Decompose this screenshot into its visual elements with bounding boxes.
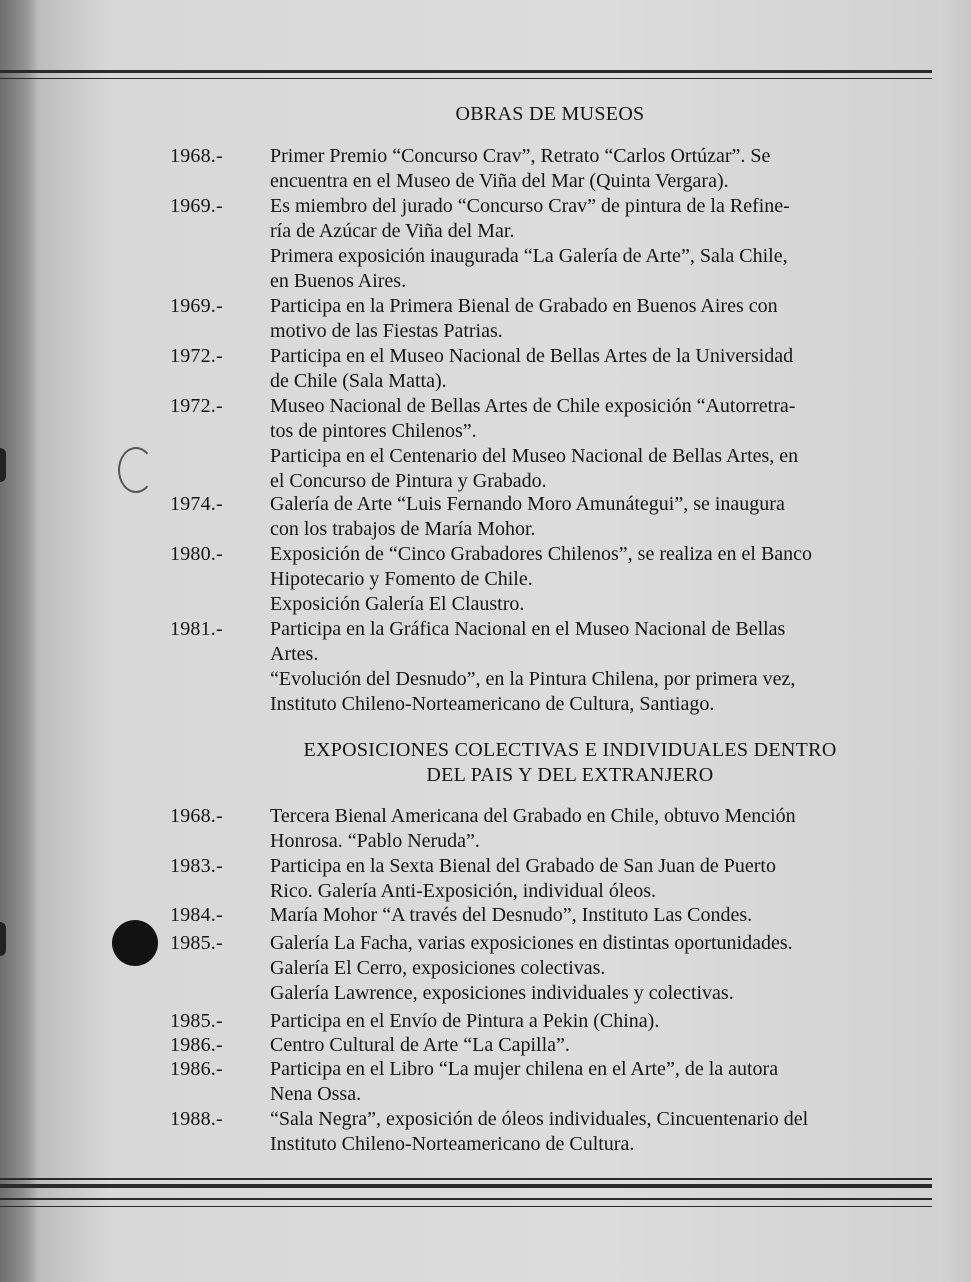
entry-year: 1983.- [170,855,223,877]
section-title-line: EXPOSICIONES COLECTIVAS E INDIVIDUALES DENTRO [303,739,837,761]
entry-line: “Sala Negra”, exposición de óleos individuales, Cincuentenario del [270,1108,809,1130]
entry-year: 1969.- [170,195,223,217]
entry-line: Participa en el Libro “La mujer chilena en el Arte”, de la autora [270,1058,779,1080]
entry-year: 1985.- [170,932,223,954]
entry-year: 1980.- [170,543,223,565]
entry-line: Museo Nacional de Bellas Artes de Chile exposición “Autorretra- [270,395,796,417]
entry-line: Exposición de “Cinco Grabadores Chilenos”, se realiza en el Banco [270,543,813,565]
entry-line: motivo de las Fiestas Patrias. [270,320,503,342]
bottom-rule [0,1198,932,1200]
entry-line: el Concurso de Pintura y Grabado. [270,470,547,492]
section-title-exposiciones [70,738,971,788]
entry-year: 1972.- [170,395,223,417]
entry-line: Participa en el Centenario del Museo Nacional de Bellas Artes, en [270,445,799,467]
entry-year: 1984.- [170,904,223,926]
binding-shadow [0,0,38,1282]
entry-year: 1968.- [170,145,223,167]
entry-line: encuentra en el Museo de Viña del Mar (Quinta Vergara). [270,170,729,192]
entry-line: Honrosa. “Pablo Neruda”. [270,830,480,852]
entry-year: 1969.- [170,295,223,317]
edge-mark [0,922,6,956]
entry-line: “Evolución del Desnudo”, en la Pintura Chilena, por primera vez, [270,668,796,690]
entry-line: Participa en la Primera Bienal de Grabado en Buenos Aires con [270,295,778,317]
punch-hole-outline [118,447,154,493]
entry-line: Nena Ossa. [270,1083,362,1105]
entry-line: ría de Azúcar de Viña del Mar. [270,220,515,242]
entry-line: de Chile (Sala Matta). [270,370,447,392]
entry-year: 1985.- [170,1010,223,1032]
entry-line: Tercera Bienal Americana del Grabado en Chile, obtuvo Mención [270,805,796,827]
entry-line: Artes. [270,643,319,665]
bottom-rule-thin [0,1206,932,1207]
entry-line: con los trabajos de María Mohor. [270,518,536,540]
punch-hole [112,920,158,966]
entry-year: 1974.- [170,493,223,515]
entry-line: Galería La Facha, varias exposiciones en distintas oportunidades. [270,932,793,954]
entry-year: 1981.- [170,618,223,640]
edge-mark [0,448,6,482]
entry-line: Instituto Chileno-Norteamericano de Cultura. [270,1133,635,1155]
entry-year: 1986.- [170,1034,223,1056]
entry-line: Es miembro del jurado “Concurso Crav” de pintura de la Refine- [270,195,790,217]
entry-line: Galería de Arte “Luis Fernando Moro Amunátegui”, se inaugura [270,493,785,515]
bottom-rule [0,1178,932,1180]
entry-line: Participa en el Museo Nacional de Bellas Artes de la Universidad [270,345,794,367]
top-rule [0,70,932,73]
entry-line: Participa en la Sexta Bienal del Grabado de San Juan de Puerto [270,855,776,877]
entry-line: en Buenos Aires. [270,270,407,292]
entry-line: Rico. Galería Anti-Exposición, individual óleos. [270,880,657,902]
top-rule-thin [0,78,932,79]
entry-line: Participa en la Gráfica Nacional en el Museo Nacional de Bellas [270,618,786,640]
bottom-rule-thick [0,1184,932,1188]
entry-line: Galería Lawrence, exposiciones individuales y colectivas. [270,982,734,1004]
entry-line: Centro Cultural de Arte “La Capilla”. [270,1034,570,1056]
entry-line: Participa en el Envío de Pintura a Pekin (China). [270,1010,660,1032]
entry-line: Primera exposición inaugurada “La Galería de Arte”, Sala Chile, [270,245,788,267]
entry-year: 1988.- [170,1108,223,1130]
entry-year: 1972.- [170,345,223,367]
entry-year: 1968.- [170,805,223,827]
entry-line: Primer Premio “Concurso Crav”, Retrato “Carlos Ortúzar”. Se [270,145,771,167]
entry-year: 1986.- [170,1058,223,1080]
entry-line: María Mohor “A través del Desnudo”, Instituto Las Condes. [270,904,753,926]
entry-line: Instituto Chileno-Norteamericano de Cultura, Santiago. [270,693,715,715]
section-title-museos: OBRAS DE MUSEOS [455,103,645,125]
section-title-line: DEL PAIS Y DEL EXTRANJERO [426,764,714,786]
entry-line: Galería El Cerro, exposiciones colectivas. [270,957,606,979]
entry-line: Exposición Galería El Claustro. [270,593,525,615]
entry-line: tos de pintores Chilenos”. [270,420,477,442]
entry-line: Hipotecario y Fomento de Chile. [270,568,533,590]
